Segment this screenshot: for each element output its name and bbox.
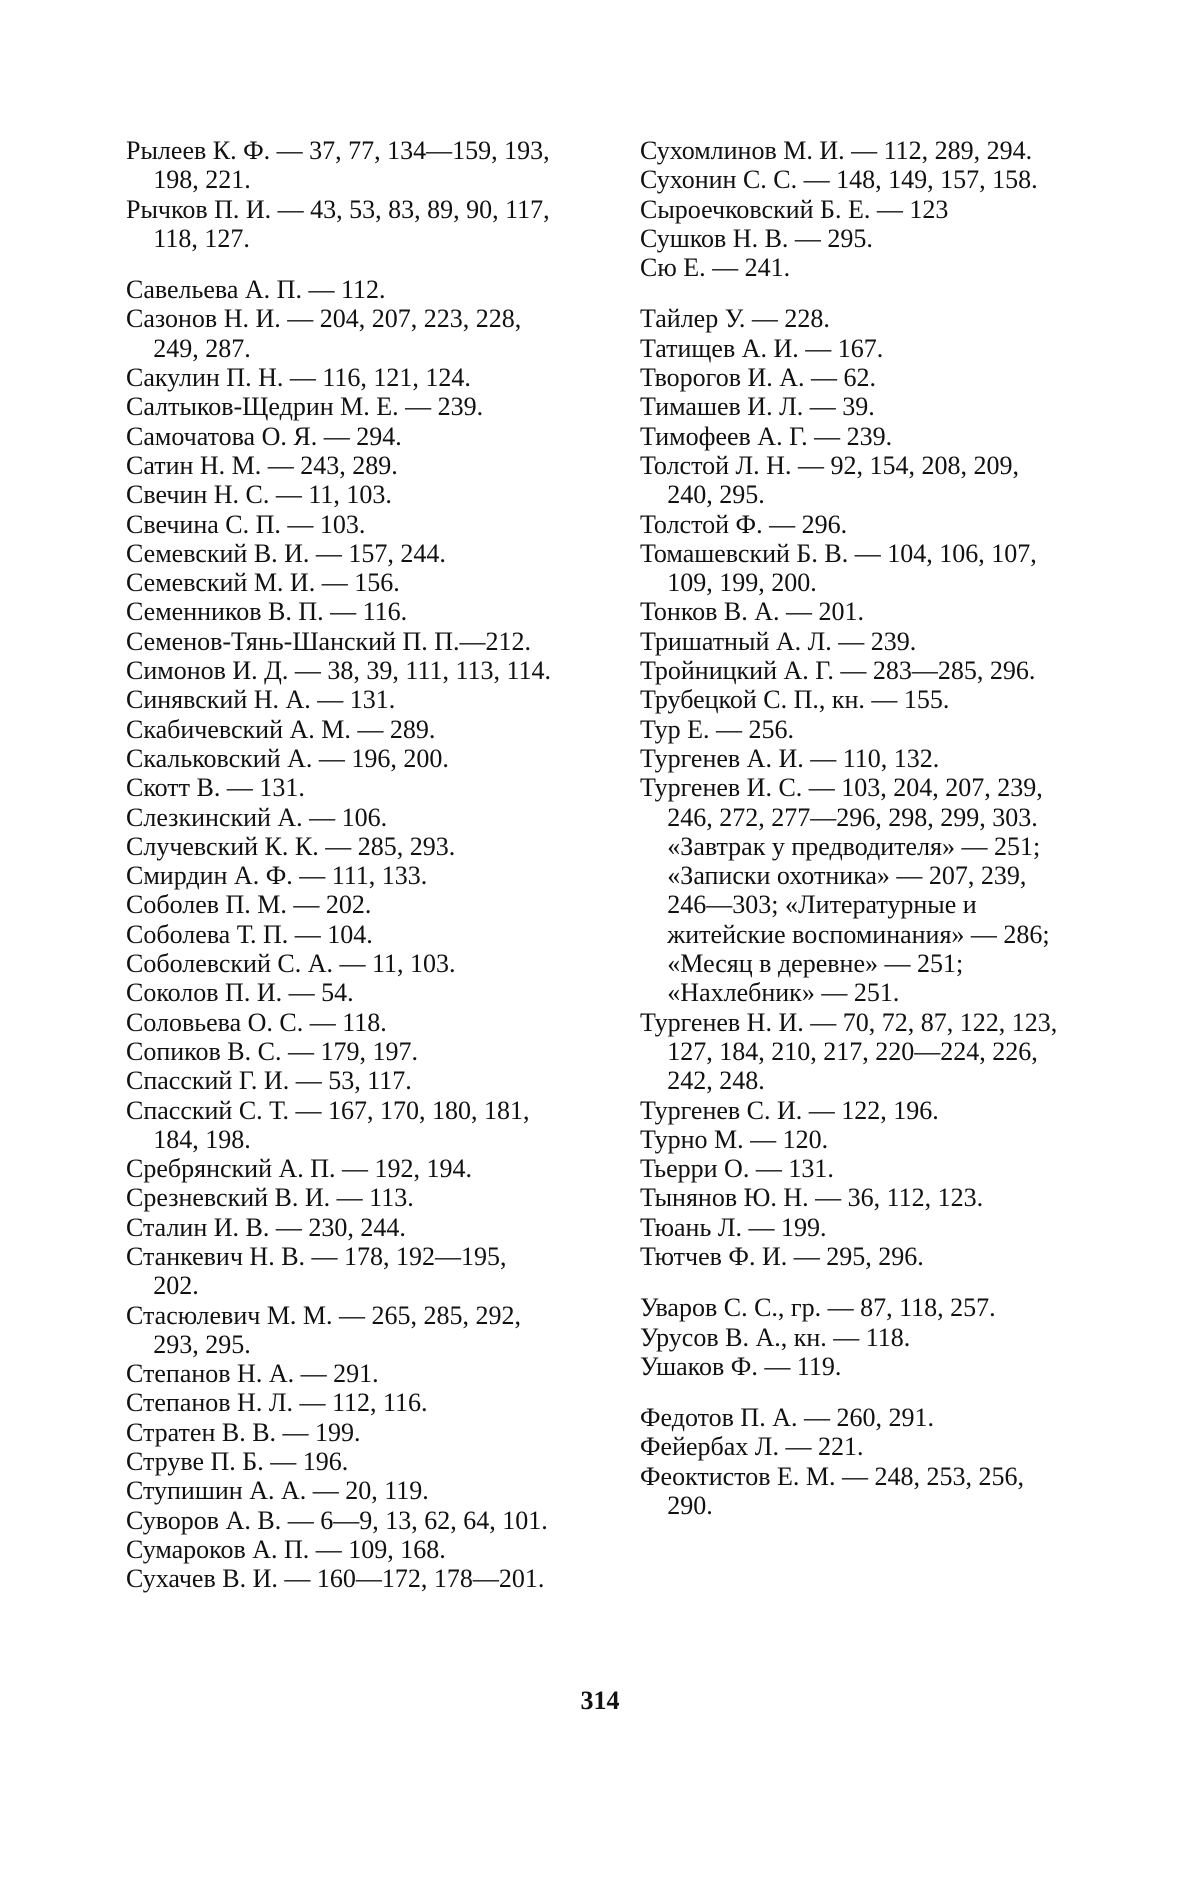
index-entry: Сопиков В. С. — 179, 197. — [126, 1036, 418, 1066]
index-entry: Федотов П. А. — 260, 291. — [640, 1403, 934, 1433]
index-entry: Степанов Н. А. — 291. — [126, 1359, 379, 1389]
index-entry: Толстой Ф. — 296. — [640, 509, 848, 539]
index-entry: Тургенев С. И. — 122, 196. — [640, 1095, 939, 1125]
index-entry: Сухомлинов М. И. — 112, 289, 294. — [640, 136, 1033, 165]
index-entry: Сакулин П. Н. — 116, 121, 124. — [126, 363, 471, 393]
index-column-left — [126, 136, 556, 1594]
index-entry: Сребрянский А. П. — 192, 194. — [126, 1154, 473, 1184]
index-entry: Срезневский В. И. — 113. — [126, 1183, 414, 1213]
index-entry: Соколов П. И. — 54. — [126, 978, 354, 1008]
index-entry: Семевский В. И. — 157, 244. — [126, 538, 446, 568]
index-entry: Тимофеев А. Г. — 239. — [640, 421, 893, 451]
index-entry: Трубецкой С. П., кн. — 155. — [640, 685, 950, 715]
index-entry: Соболевский С. А. — 11, 103. — [126, 949, 456, 979]
index-entry: Турно М. — 120. — [640, 1124, 829, 1154]
index-entry: Сухонин С. С. — 148, 149, 157, 158. — [640, 165, 1038, 195]
page-number: 314 — [580, 1686, 620, 1715]
index-entry: Сушков Н. В. — 295. — [640, 223, 873, 253]
index-entry: Сыроечковский Б. Е. — 123 — [640, 194, 949, 224]
index-entry: Симонов И. Д. — 38, 39, 111, 113, 114. — [126, 656, 552, 686]
index-entry: Смирдин А. Ф. — 111, 133. — [126, 861, 428, 891]
index-entry: Тайлер У. — 228. — [640, 304, 830, 334]
index-entry: Скотт В. — 131. — [126, 773, 305, 803]
index-entry: Уваров С. С., гр. — 87, 118, 257. — [640, 1293, 996, 1323]
index-entry: Синявский Н. А. — 131. — [126, 685, 396, 715]
index-entry: Станкевич Н. В. — 178, 192—195, 202. — [126, 1241, 507, 1301]
index-entry: Творогов И. А. — 62. — [640, 363, 877, 393]
index-entry: Тимашев И. Л. — 39. — [640, 392, 875, 422]
index-entry: Соболев П. М. — 202. — [126, 890, 372, 920]
index-entry: Суворов А. В. — 6—9, 13, 62, 64, 101. — [126, 1505, 548, 1535]
index-entry: Тургенев Н. И. — 70, 72, 87, 122, 123, 127, 184, 210, 217, 220—224, 226, 242, 248. — [640, 1007, 1058, 1096]
index-entry: Сатин Н. М. — 243, 289. — [126, 450, 398, 480]
index-entry: Тютчев Ф. И. — 295, 296. — [640, 1241, 924, 1271]
index-entry: Рычков П. И. — 43, 53, 83, 89, 90, 117, 118, 127. — [126, 194, 550, 253]
index-entry: Сумароков А. П. — 109, 168. — [126, 1534, 446, 1564]
index-entry: Феоктистов Е. М. — 248, 253, 256, 290. — [640, 1461, 1024, 1521]
index-entry: Салтыков-Щедрин М. Е. — 239. — [126, 392, 484, 422]
index-entry: Тургенев А. И. — 110, 132. — [640, 743, 940, 773]
index-entry: Ступишин А. А. — 20, 119. — [126, 1476, 429, 1506]
index-entry: Случевский К. К. — 285, 293. — [126, 831, 456, 861]
index-entry: Спасский Г. И. — 53, 117. — [126, 1066, 412, 1096]
index-entry: Рылеев К. Ф. — 37, 77, 134—159, 193, 198, 221. — [126, 136, 550, 195]
index-entry: Самочатова О. Я. — 294. — [126, 421, 402, 451]
index-entry: Стратен В. В. — 199. — [126, 1417, 361, 1447]
index-entry: Спасский С. Т. — 167, 170, 180, 181, 184, 198. — [126, 1095, 530, 1154]
index-entry: Семенников В. П. — 116. — [126, 597, 408, 627]
index-entry: Тынянов Ю. Н. — 36, 112, 123. — [640, 1183, 984, 1213]
index-entry: Фейербах Л. — 221. — [640, 1432, 864, 1462]
index-entry: Соловьева О. С. — 118. — [126, 1007, 387, 1037]
index-entry: Соболева Т. П. — 104. — [126, 919, 373, 949]
index-entry: Тришатный А. Л. — 239. — [640, 626, 917, 656]
index-entry: Сазонов Н. И. — 204, 207, 223, 228, 249, 287. — [126, 304, 522, 363]
index-entry: Степанов Н. Л. — 112, 116. — [126, 1388, 428, 1418]
index-entry: Струве П. Б. — 196. — [126, 1447, 349, 1477]
index-entry: Стасюлевич М. М. — 265, 285, 292, 293, 295. — [126, 1300, 522, 1359]
index-entry: Тюань Л. — 199. — [640, 1212, 827, 1242]
index-entry: Татищев А. И. — 167. — [640, 333, 884, 363]
index-column-right — [640, 136, 1070, 1520]
index-entry: Слезкинский А. — 106. — [126, 802, 388, 832]
index-entry: Сталин И. В. — 230, 244. — [126, 1212, 406, 1242]
index-entry: Свечин Н. С. — 11, 103. — [126, 480, 392, 510]
index-entry: Савельева А. П. — 112. — [126, 275, 386, 305]
index-entry: Сухачев В. И. — 160—172, 178—201. — [126, 1564, 545, 1594]
index-entry: Семенов-Тянь-Шанский П. П.—212. — [126, 626, 532, 656]
index-entry: Свечина С. П. — 103. — [126, 509, 366, 539]
index-entry: Скабичевский А. М. — 289. — [126, 714, 436, 744]
index-entry: Тургенев И. С. — 103, 204, 207, 239, 246, 272, 277—296, 298, 299, 303. «Завтрак у предводителя» — 251; «Записки охотника» — 207, 239, 246—303; «Литературные и житейские воспоминания» — 286; «Месяц в деревне» — 251; «Нахлебник» — 251. — [640, 773, 1050, 1008]
index-entry: Семевский М. И. — 156. — [126, 568, 400, 598]
index-entry: Ушаков Ф. — 119. — [640, 1351, 842, 1381]
index-entry: Тонков В. А. — 201. — [640, 597, 865, 627]
index-entry: Сю Е. — 241. — [640, 253, 791, 283]
index-entry: Тройницкий А. Г. — 283—285, 296. — [640, 656, 1036, 686]
index-entry: Скальковский А. — 196, 200. — [126, 743, 449, 773]
index-entry: Тур Е. — 256. — [640, 714, 794, 744]
index-entry: Томашевский Б. В. — 104, 106, 107, 109, 199, 200. — [640, 538, 1037, 598]
index-entry: Тьерри О. — 131. — [640, 1154, 834, 1184]
index-entry: Урусов В. А., кн. — 118. — [640, 1322, 911, 1352]
index-entry: Толстой Л. Н. — 92, 154, 208, 209, 240, 295. — [640, 450, 1019, 510]
